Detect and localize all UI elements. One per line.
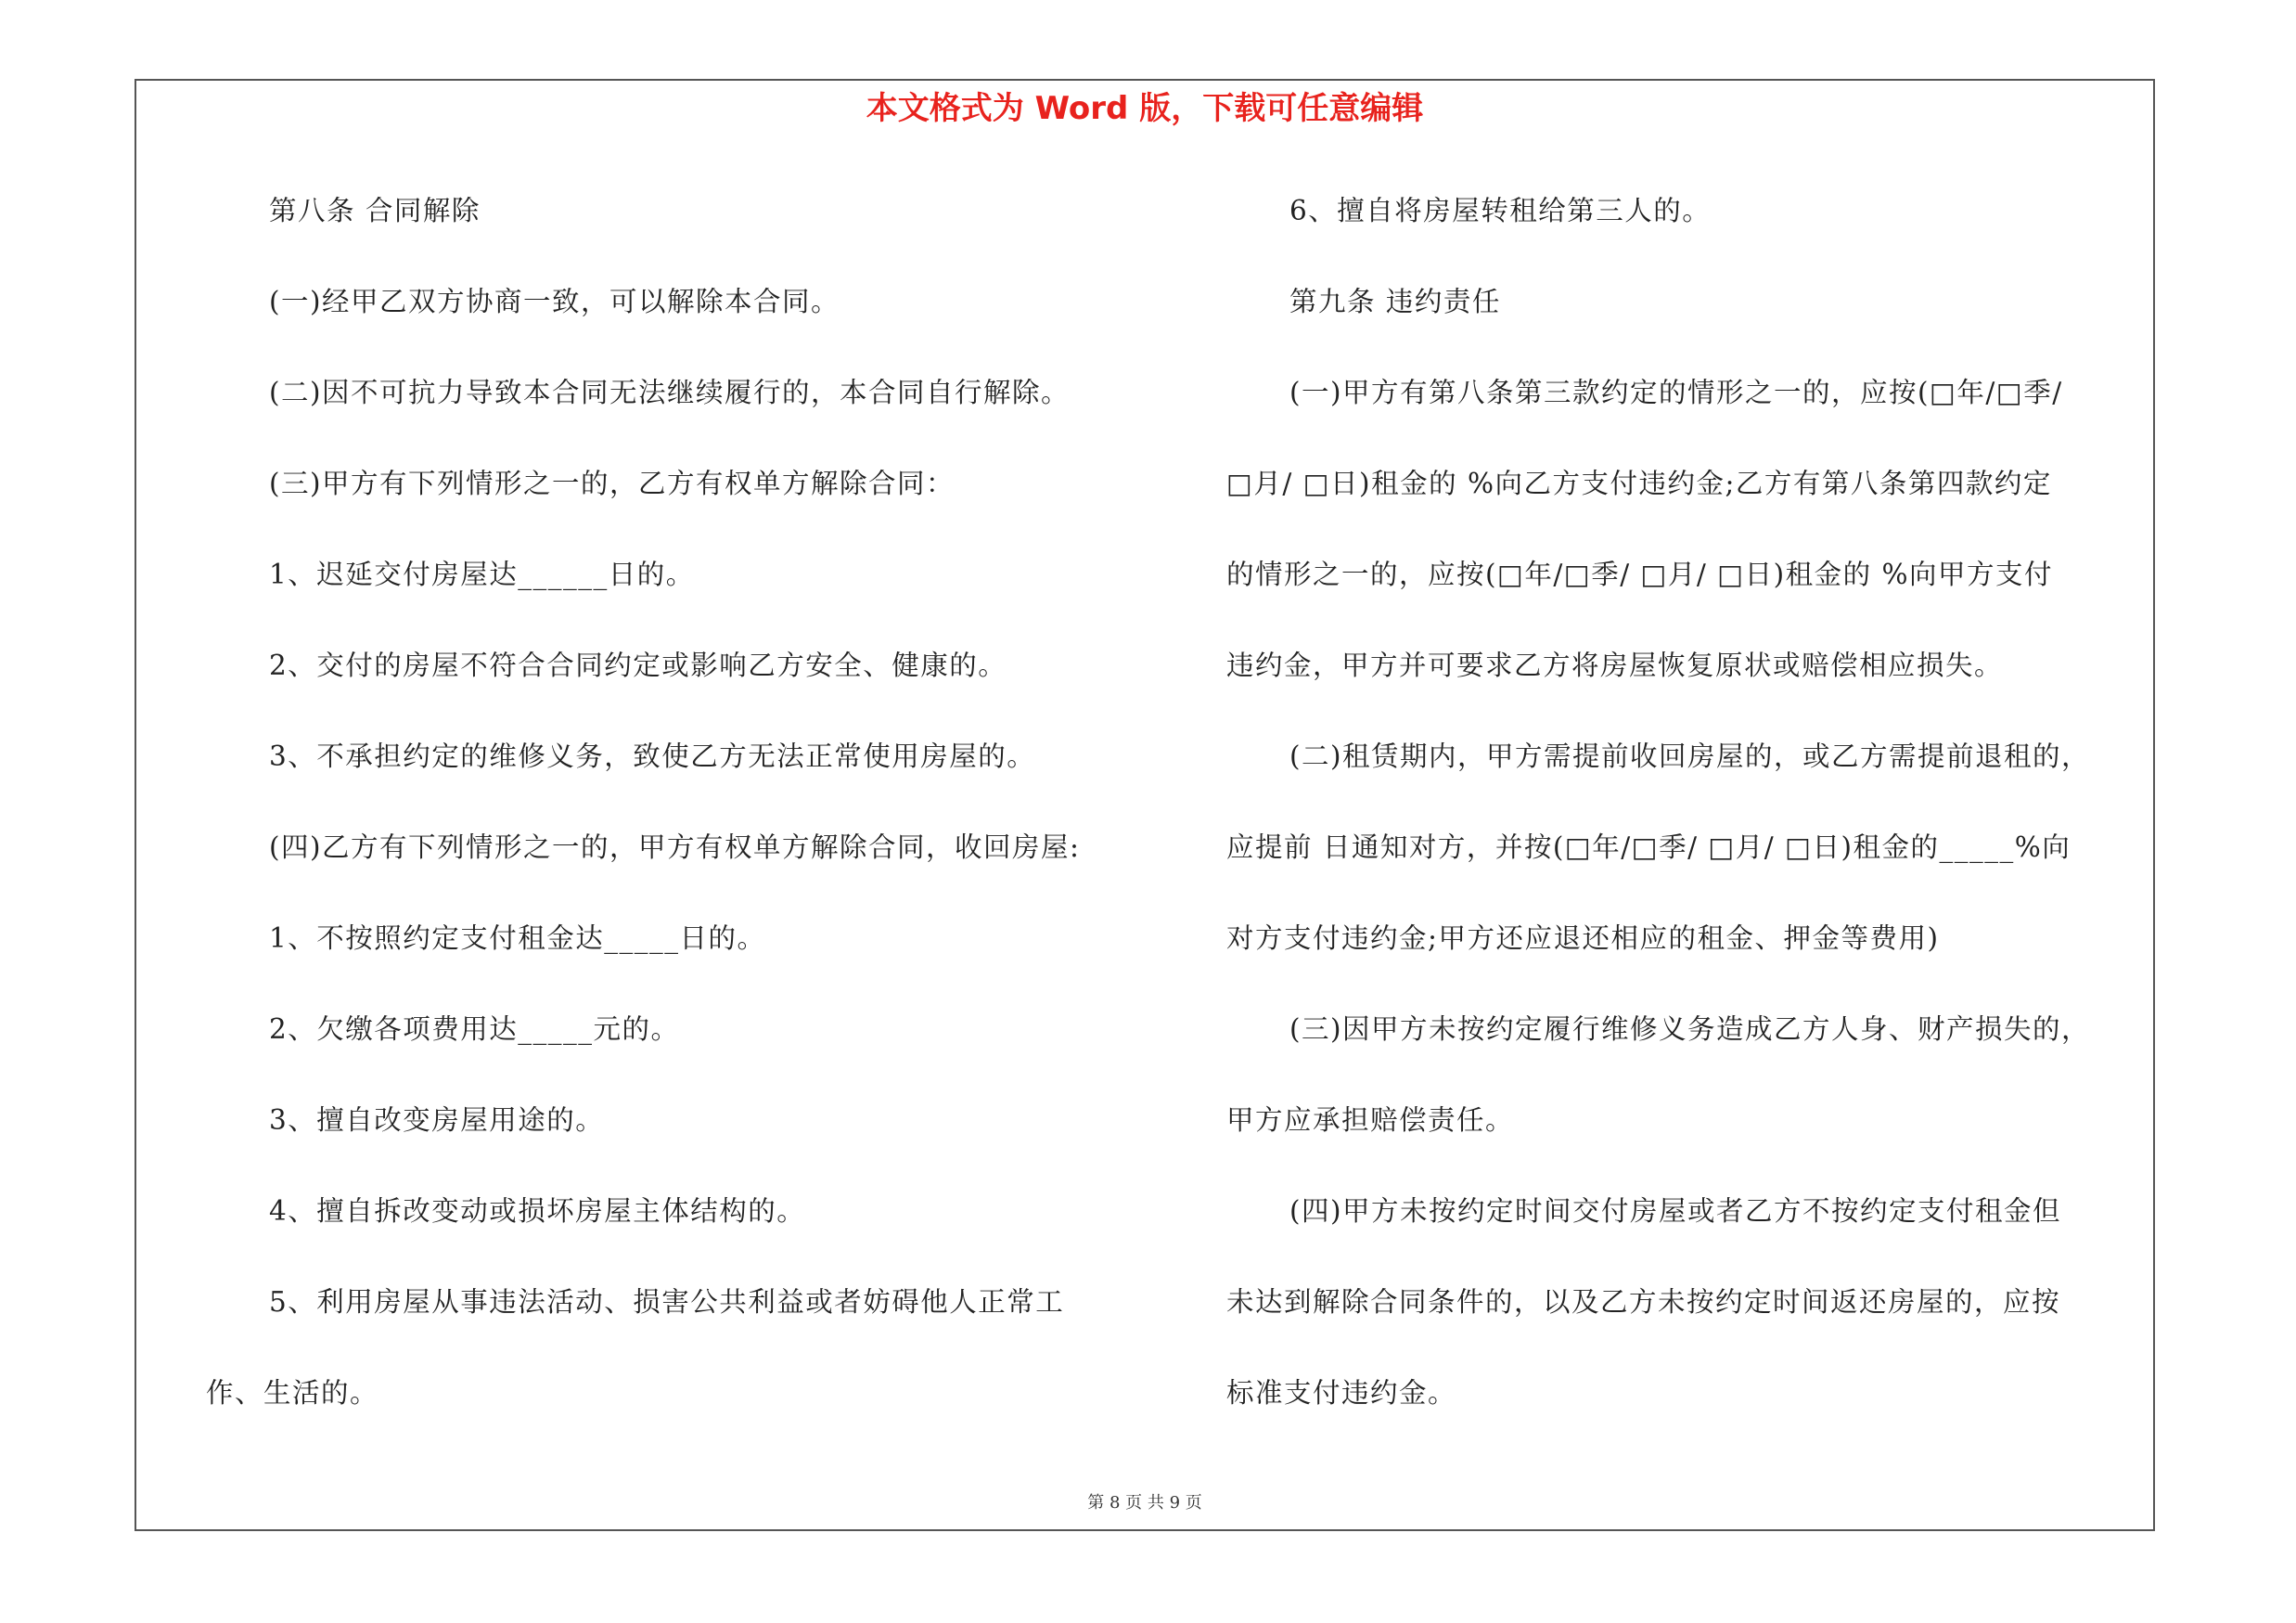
paragraph-line: (一)甲方有第八条第三款约定的情形之一的，应按(□年/□季/ bbox=[1289, 377, 2063, 408]
paragraph-continuation: 作、生活的。 bbox=[206, 1377, 379, 1409]
paragraph-line: (四)乙方有下列情形之一的，甲方有权单方解除合同，收回房屋: bbox=[269, 831, 1081, 863]
paragraph-line: (三)甲方有下列情形之一的，乙方有权单方解除合同： bbox=[269, 468, 956, 499]
paragraph-line: 3、不承担约定的维修义务，致使乙方无法正常使用房屋的。 bbox=[269, 741, 1036, 772]
paragraph-line: (二)因不可抗力导致本合同无法继续履行的，本合同自行解除。 bbox=[269, 377, 1071, 408]
paragraph-line: 6、擅自将房屋转租给第三人的。 bbox=[1289, 195, 1712, 226]
article-9-heading: 第九条 违约责任 bbox=[1289, 286, 1501, 317]
page-number: 第 8 页 共 9 页 bbox=[1087, 1493, 1202, 1513]
paragraph-continuation: 对方支付违约金;甲方还应退还相应的租金、押金等费用) bbox=[1226, 922, 1940, 954]
paragraph-line: 3、擅自改变房屋用途的。 bbox=[269, 1104, 605, 1136]
paragraph-continuation: 的情形之一的，应按(□年/□季/ □月/ □日)租金的 %向甲方支付 bbox=[1226, 559, 2053, 590]
paragraph-continuation: 违约金，甲方并可要求乙方将房屋恢复原状或赔偿相应损失。 bbox=[1226, 650, 2004, 681]
header-banner: 本文格式为 Word 版，下载可任意编辑 bbox=[866, 90, 1424, 127]
paragraph-continuation: 未达到解除合同条件的，以及乙方未按约定时间返还房屋的，应按 bbox=[1226, 1286, 2061, 1318]
paragraph-line: 2、欠缴各项费用达_____元的。 bbox=[269, 1013, 680, 1045]
paragraph-line: 2、交付的房屋不符合合同约定或影响乙方安全、健康的。 bbox=[269, 650, 1007, 681]
paragraph-line: 4、擅自拆改变动或损坏房屋主体结构的。 bbox=[269, 1195, 806, 1227]
paragraph-continuation: 甲方应承担赔偿责任。 bbox=[1226, 1104, 1515, 1136]
paragraph-line: (二)租赁期内，甲方需提前收回房屋的，或乙方需提前退租的， bbox=[1289, 741, 2091, 772]
article-8-heading: 第八条 合同解除 bbox=[269, 195, 481, 226]
paragraph-line: 1、迟延交付房屋达______日的。 bbox=[269, 559, 695, 590]
left-column bbox=[206, 184, 1134, 1457]
paragraph-line: (三)因甲方未按约定履行维修义务造成乙方人身、财产损失的， bbox=[1289, 1013, 2091, 1045]
right-column bbox=[1226, 184, 2163, 1457]
paragraph-line: 1、不按照约定支付租金达_____日的。 bbox=[269, 922, 766, 954]
paragraph-continuation: 标准支付违约金。 bbox=[1226, 1377, 1457, 1409]
paragraph-line: (四)甲方未按约定时间交付房屋或者乙方不按约定支付租金但 bbox=[1289, 1195, 2062, 1227]
paragraph-line: 5、利用房屋从事违法活动、损害公共利益或者妨碍他人正常工 bbox=[269, 1286, 1065, 1318]
paragraph-continuation: □月/ □日)租金的 %向乙方支付违约金;乙方有第八条第四款约定 bbox=[1226, 468, 2052, 499]
paragraph-continuation: 应提前 日通知对方，并按(□年/□季/ □月/ □日)租金的_____%向 bbox=[1226, 831, 2072, 863]
paragraph-line: (一)经甲乙双方协商一致，可以解除本合同。 bbox=[269, 286, 840, 317]
